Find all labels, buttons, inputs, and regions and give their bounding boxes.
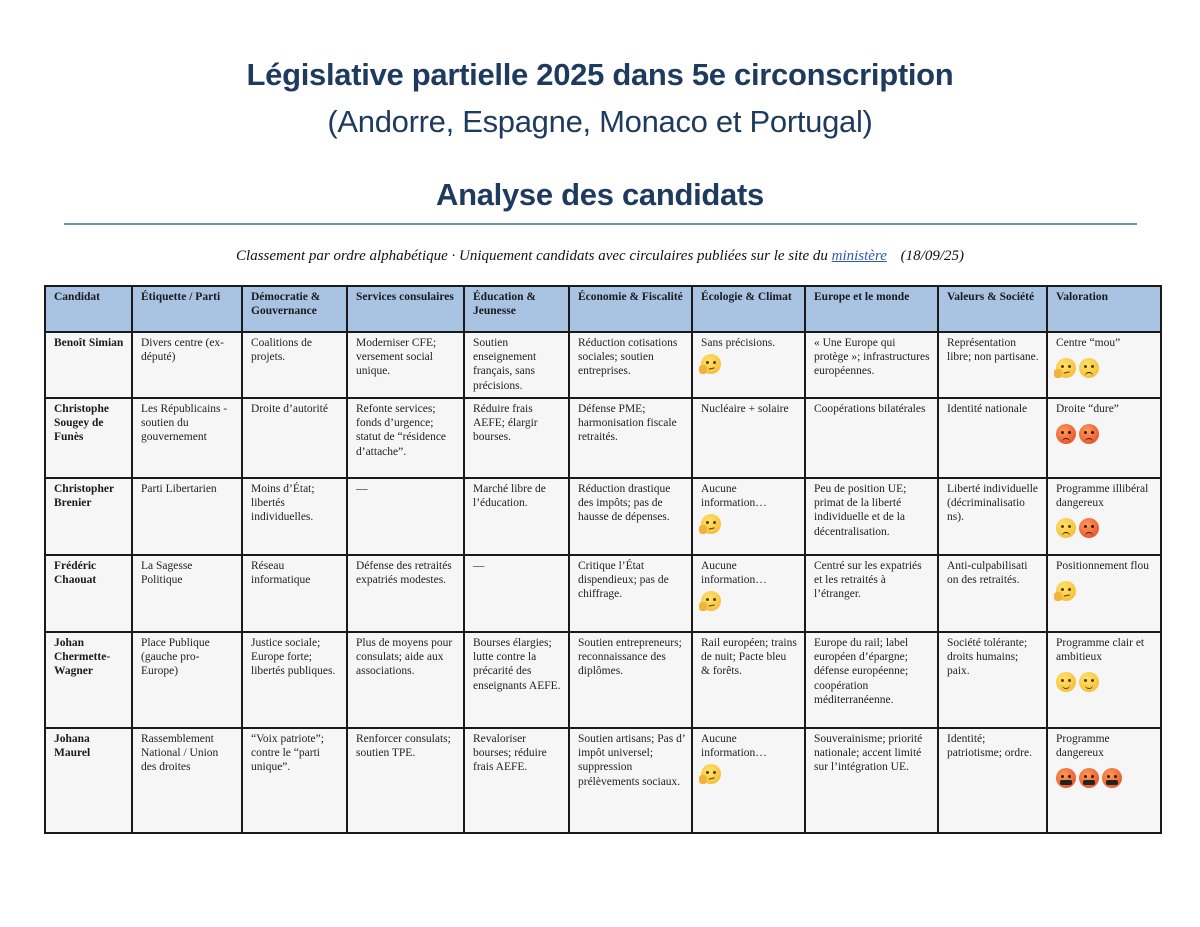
- cell-candidat: [45, 332, 132, 398]
- cell-education: [464, 332, 569, 398]
- column-header-valoration: Valoration: [1047, 286, 1161, 332]
- cell-economie: [569, 332, 692, 398]
- cell-democratie: [242, 332, 347, 398]
- cell-europe: [805, 728, 938, 833]
- democratie-text: Coalitions de projets.: [251, 337, 313, 364]
- ecologie-text: Aucune information…: [701, 560, 767, 587]
- cell-services: [347, 555, 464, 632]
- cell-economie: [569, 728, 692, 833]
- ecologie-text: Rail européen; trains de nuit; Pacte bleu & forêts.: [701, 637, 797, 678]
- valeurs-text: Identité; patriotisme; ordre.: [947, 733, 1032, 760]
- candidat-text: Christophe Sougey de Funès: [54, 403, 109, 444]
- education-text: —: [473, 560, 485, 572]
- cell-valeurs: [938, 632, 1047, 728]
- ecologie-emoji-group: [701, 514, 798, 534]
- cell-ecologie: [692, 632, 805, 728]
- economie-text: Critique l’État dispendieux; pas de chiffrage.: [578, 560, 669, 601]
- valoration-emoji-group: [1056, 424, 1154, 444]
- angry-face-icon: [1079, 424, 1099, 444]
- section-title: Analyse des candidats: [436, 177, 764, 212]
- cell-services: [347, 332, 464, 398]
- cell-candidat: [45, 555, 132, 632]
- cell-parti: [132, 632, 242, 728]
- column-header-ecologie: Écologie & Climat: [692, 286, 805, 332]
- services-text: —: [356, 483, 368, 495]
- candidat-text: Johana Maurel: [54, 733, 91, 760]
- table-header-row: [45, 286, 1161, 332]
- services-text: Moderniser CFE; versement social unique.: [356, 337, 437, 378]
- cell-valeurs: [938, 332, 1047, 398]
- education-text: Soutien enseignement français, sans précisions.: [473, 337, 537, 392]
- column-header-services: Services consulaires: [347, 286, 464, 332]
- tired-face-icon: [1079, 358, 1099, 378]
- economie-text: Réduction cotisations sociales; soutien entreprises.: [578, 337, 678, 378]
- ecologie-emoji-group: [701, 354, 798, 374]
- table-row: [45, 478, 1161, 555]
- education-text: Réduire frais AEFE; élargir bourses.: [473, 403, 538, 444]
- cell-economie: [569, 555, 692, 632]
- cell-valoration: [1047, 332, 1161, 398]
- column-header-parti: Étiquette / Parti: [132, 286, 242, 332]
- cell-europe: [805, 398, 938, 478]
- cell-services: [347, 398, 464, 478]
- candidat-text: Christopher Brenier: [54, 483, 114, 510]
- cell-economie: [569, 632, 692, 728]
- valeurs-text: Identité nationale: [947, 403, 1028, 415]
- democratie-text: Réseau informatique: [251, 560, 311, 587]
- cell-candidat: [45, 728, 132, 833]
- note-date: (18/09/25): [900, 248, 964, 264]
- cell-economie: [569, 478, 692, 555]
- cursing-face-icon: [1056, 768, 1076, 788]
- europe-text: « Une Europe qui protège »; infrastructures européennes.: [814, 337, 930, 378]
- cell-europe: [805, 478, 938, 555]
- thinking-face-icon: [1056, 581, 1076, 601]
- europe-text: Peu de position UE; primat de la liberté individuelle et de la décentralisation.: [814, 483, 907, 538]
- services-text: Refonte services; fonds d’urgence; statut de “résidence d’attache”.: [356, 403, 447, 458]
- parti-text: Les Républicains - soutien du gouvernement: [141, 403, 228, 444]
- democratie-text: “Voix patriote”; contre le “parti unique”.: [251, 733, 324, 774]
- cell-valoration: [1047, 398, 1161, 478]
- cell-ecologie: [692, 332, 805, 398]
- column-header-economie: Économie & Fiscalité: [569, 286, 692, 332]
- parti-text: Rassemblement National / Union des droites: [141, 733, 219, 774]
- cell-valeurs: [938, 478, 1047, 555]
- europe-text: Coopérations bilatérales: [814, 403, 926, 415]
- thinking-face-icon: [1056, 358, 1076, 378]
- economie-text: Réduction drastique des impôts; pas de hausse de dépenses.: [578, 483, 671, 524]
- candidat-text: Johan Chermette-Wagner: [54, 637, 111, 678]
- candidat-text: Benoît Simian: [54, 337, 124, 349]
- cell-parti: [132, 332, 242, 398]
- cell-democratie: [242, 555, 347, 632]
- valeurs-text: Anti-culpabilisati on des retraités.: [947, 560, 1028, 587]
- column-header-candidat: Candidat: [45, 286, 132, 332]
- table-row: [45, 555, 1161, 632]
- valoration-text: Programme dangereux: [1056, 733, 1110, 760]
- table-row: [45, 398, 1161, 478]
- cell-services: [347, 478, 464, 555]
- ecologie-emoji-group: [701, 764, 798, 784]
- europe-text: Europe du rail; label européen d’épargne; défense européenne; coopération méditerranéenne.: [814, 637, 909, 706]
- services-text: Renforcer consulats; soutien TPE.: [356, 733, 451, 760]
- economie-text: Soutien artisans; Pas d’ impôt universel; suppression prélèvements sociaux.: [578, 733, 685, 788]
- ecologie-text: Nucléaire + solaire: [701, 403, 789, 415]
- valoration-emoji-group: [1056, 518, 1154, 538]
- title-divider: [64, 223, 1137, 225]
- cell-valoration: [1047, 632, 1161, 728]
- candidat-text: Frédéric Chaouat: [54, 560, 97, 587]
- cell-services: [347, 728, 464, 833]
- valoration-text: Centre “mou”: [1056, 337, 1121, 349]
- valoration-emoji-group: [1056, 768, 1154, 788]
- services-text: Plus de moyens pour consulats; aide aux associations.: [356, 637, 453, 678]
- valoration-emoji-group: [1056, 672, 1154, 692]
- column-header-europe: Europe et le monde: [805, 286, 938, 332]
- cell-education: [464, 478, 569, 555]
- ecologie-text: Sans précisions.: [701, 337, 776, 349]
- services-text: Défense des retraités expatriés modestes.: [356, 560, 452, 587]
- parti-text: Divers centre (ex-député): [141, 337, 225, 364]
- valoration-text: Programme illibéral dangereux: [1056, 483, 1149, 510]
- cell-europe: [805, 632, 938, 728]
- cell-education: [464, 398, 569, 478]
- cell-ecologie: [692, 478, 805, 555]
- cell-parti: [132, 478, 242, 555]
- cell-valoration: [1047, 728, 1161, 833]
- document-subtitle: (Andorre, Espagne, Monaco et Portugal): [327, 104, 873, 139]
- cell-education: [464, 632, 569, 728]
- tired-face-icon: [1056, 518, 1076, 538]
- economie-text: Défense PME; harmonisation fiscale retraités.: [578, 403, 677, 444]
- cell-ecologie: [692, 398, 805, 478]
- valeurs-text: Société tolérante; droits humains; paix.: [947, 637, 1028, 678]
- candidates-table: [44, 285, 1162, 834]
- valoration-text: Programme clair et ambitieux: [1056, 637, 1145, 664]
- cell-candidat: [45, 398, 132, 478]
- cell-candidat: [45, 478, 132, 555]
- europe-text: Souverainisme; priorité nationale; accent limité sur l’intégration UE.: [814, 733, 923, 774]
- table-row: [45, 728, 1161, 833]
- smiling-face-icon: [1079, 672, 1099, 692]
- cell-services: [347, 632, 464, 728]
- cell-parti: [132, 728, 242, 833]
- thinking-face-icon: [701, 764, 721, 784]
- column-header-democratie: Démocratie & Gouvernance: [242, 286, 347, 332]
- angry-face-icon: [1056, 424, 1076, 444]
- cell-europe: [805, 332, 938, 398]
- cursing-face-icon: [1102, 768, 1122, 788]
- column-header-valeurs: Valeurs & Société: [938, 286, 1047, 332]
- thinking-face-icon: [701, 591, 721, 611]
- democratie-text: Moins d’État; libertés individuelles.: [251, 483, 315, 524]
- ministere-link[interactable]: ministère: [831, 248, 887, 264]
- cell-valeurs: [938, 398, 1047, 478]
- note-text: Classement par ordre alphabétique · Uniquement candidats avec circulaires publiées sur le site du: [236, 248, 828, 264]
- cell-democratie: [242, 398, 347, 478]
- cell-democratie: [242, 728, 347, 833]
- cell-ecologie: [692, 728, 805, 833]
- valeurs-text: Liberté individuelle (décriminalisatio ns).: [947, 483, 1039, 524]
- column-header-education: Éducation & Jeunesse: [464, 286, 569, 332]
- document-title: Législative partielle 2025 dans 5e circonscription: [246, 57, 954, 92]
- cell-parti: [132, 398, 242, 478]
- valoration-text: Droite “dure”: [1056, 403, 1119, 415]
- valoration-emoji-group: [1056, 581, 1154, 601]
- cell-valeurs: [938, 728, 1047, 833]
- cell-economie: [569, 398, 692, 478]
- valoration-text: Positionnement flou: [1056, 560, 1149, 572]
- parti-text: Parti Libertarien: [141, 483, 217, 495]
- cell-candidat: [45, 632, 132, 728]
- europe-text: Centré sur les expatriés et les retraités à l’étranger.: [814, 560, 922, 601]
- ecologie-text: Aucune information…: [701, 483, 767, 510]
- education-text: Revaloriser bourses; réduire frais AEFE.: [473, 733, 547, 774]
- education-text: Marché libre de l’éducation.: [473, 483, 546, 510]
- cell-ecologie: [692, 555, 805, 632]
- parti-text: Place Publique (gauche pro-Europe): [141, 637, 210, 678]
- democratie-text: Droite d’autorité: [251, 403, 328, 415]
- cell-valoration: [1047, 478, 1161, 555]
- table-row: [45, 632, 1161, 728]
- democratie-text: Justice sociale; Europe forte; libertés publiques.: [251, 637, 336, 678]
- parti-text: La Sagesse Politique: [141, 560, 193, 587]
- cell-democratie: [242, 478, 347, 555]
- education-text: Bourses élargies; lutte contre la précarité des enseignants AEFE.: [473, 637, 561, 692]
- thinking-face-icon: [701, 514, 721, 534]
- table-row: [45, 332, 1161, 398]
- cell-democratie: [242, 632, 347, 728]
- economie-text: Soutien entrepreneurs; reconnaissance des diplômes.: [578, 637, 682, 678]
- cell-valeurs: [938, 555, 1047, 632]
- valoration-emoji-group: [1056, 358, 1154, 378]
- cell-valoration: [1047, 555, 1161, 632]
- angry-face-icon: [1079, 518, 1099, 538]
- valeurs-text: Représentation libre; non partisane.: [947, 337, 1039, 364]
- cell-education: [464, 728, 569, 833]
- smiling-face-icon: [1056, 672, 1076, 692]
- table-note: [0, 248, 1200, 265]
- cell-education: [464, 555, 569, 632]
- cell-parti: [132, 555, 242, 632]
- cursing-face-icon: [1079, 768, 1099, 788]
- cell-europe: [805, 555, 938, 632]
- thinking-face-icon: [701, 354, 721, 374]
- ecologie-text: Aucune information…: [701, 733, 767, 760]
- ecologie-emoji-group: [701, 591, 798, 611]
